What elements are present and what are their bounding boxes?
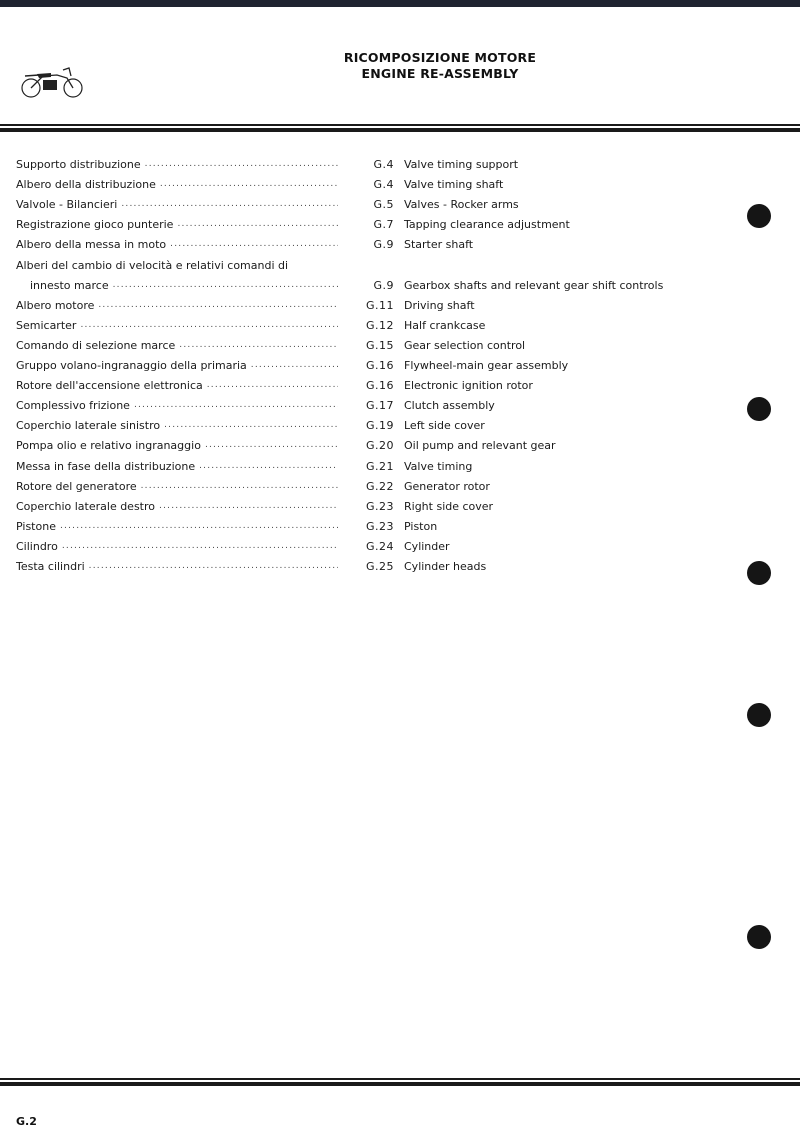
toc-page: G.5 xyxy=(373,198,394,212)
binder-hole xyxy=(747,703,771,727)
toc-english: Tapping clearance adjustment xyxy=(404,218,570,232)
toc-italian: innesto marce ..... xyxy=(16,279,338,292)
toc-page: G.9 xyxy=(373,278,394,292)
toc-english: Electronic ignition rotor xyxy=(404,379,533,393)
toc-row xyxy=(16,412,716,432)
binder-hole xyxy=(747,561,771,585)
toc-row xyxy=(16,312,716,332)
toc-italian: Complessivo frizione ..... xyxy=(16,399,338,412)
toc-page: G.24 xyxy=(365,539,394,553)
toc-english: Valves - Rocker arms xyxy=(404,198,519,212)
toc-italian: Rotore dell'accensione elettronica ..... xyxy=(16,379,338,392)
toc-row xyxy=(16,292,716,312)
footer-rule xyxy=(0,1078,800,1086)
toc-page: G.16 xyxy=(365,359,394,373)
toc-row xyxy=(16,251,716,271)
toc-row xyxy=(16,553,716,573)
toc-page: G.7 xyxy=(373,218,394,232)
toc-italian: Rotore del generatore ..... xyxy=(16,480,338,493)
toc-row xyxy=(16,352,716,372)
toc-page: G.23 xyxy=(365,519,394,533)
toc-italian: Albero della distribuzione ..... xyxy=(16,178,338,191)
toc-page: G.15 xyxy=(365,338,394,352)
toc-italian: Cilindro ..... xyxy=(16,540,338,553)
toc-page: G.21 xyxy=(365,459,394,473)
toc-english: Valve timing shaft xyxy=(404,178,504,192)
toc-english: Right side cover xyxy=(404,499,494,513)
toc-row xyxy=(16,392,716,412)
toc-english: Cylinder xyxy=(404,539,450,553)
binder-hole xyxy=(747,397,771,421)
toc-italian: Pistone ..... xyxy=(16,520,338,533)
toc-english: Valve timing xyxy=(404,459,473,473)
toc-english: Gearbox shafts and relevant gear shift controls xyxy=(404,278,664,292)
toc-row xyxy=(16,211,716,231)
toc-italian: Coperchio laterale destro ..... xyxy=(16,500,338,513)
toc-italian: Albero della messa in moto ..... xyxy=(16,238,338,251)
binder-hole xyxy=(747,925,771,949)
title-italian: RICOMPOSIZIONE MOTORE xyxy=(343,50,537,65)
toc-page: G.23 xyxy=(365,499,394,513)
toc-row xyxy=(16,191,716,211)
toc-italian: Messa in fase della distribuzione ..... xyxy=(16,460,338,473)
toc-english: Flywheel-main gear assembly xyxy=(404,359,569,373)
toc-row xyxy=(16,473,716,493)
toc-page: G.4 xyxy=(373,158,394,172)
toc-page: G.25 xyxy=(365,559,394,573)
toc-row xyxy=(16,432,716,452)
toc-english: Starter shaft xyxy=(404,238,474,252)
toc-english: Driving shaft xyxy=(404,298,475,312)
toc-italian: Registrazione gioco punterie ..... xyxy=(16,218,338,231)
toc-english: Oil pump and relevant gear xyxy=(404,439,556,453)
page-number: G.2 xyxy=(16,1115,37,1128)
toc-english: Valve timing support xyxy=(404,158,519,172)
toc-italian: Valvole - Bilancieri ..... xyxy=(16,198,338,211)
title-english: ENGINE RE-ASSEMBLY xyxy=(361,66,519,81)
toc-page: G.11 xyxy=(365,298,394,312)
toc-italian: Albero motore ..... xyxy=(16,299,338,312)
toc-italian: Pompa olio e relativo ingranaggio ..... xyxy=(16,439,338,452)
header-rule xyxy=(0,124,800,132)
toc-english: Generator rotor xyxy=(404,479,490,493)
toc-page: G.9 xyxy=(373,238,394,252)
toc-italian: Testa cilindri ..... xyxy=(16,560,338,573)
table-of-contents xyxy=(16,151,716,573)
toc-page: G.4 xyxy=(373,178,394,192)
page-header xyxy=(250,50,630,82)
toc-row xyxy=(16,533,716,553)
toc-page: G.17 xyxy=(365,399,394,413)
toc-english: Cylinder heads xyxy=(404,559,487,573)
toc-row xyxy=(16,272,716,292)
toc-row xyxy=(16,493,716,513)
toc-italian: Supporto distribuzione ..... xyxy=(16,158,338,171)
toc-english: Clutch assembly xyxy=(404,399,495,413)
toc-row xyxy=(16,372,716,392)
toc-english: Left side cover xyxy=(404,419,485,433)
toc-english: Half crankcase xyxy=(404,318,486,332)
toc-english: Piston xyxy=(404,519,438,533)
toc-row xyxy=(16,171,716,191)
toc-page: G.22 xyxy=(365,479,394,493)
toc-italian: Alberi del cambio di velocità e relativi comandi di xyxy=(16,258,289,272)
toc-italian: Coperchio laterale sinistro ..... xyxy=(16,419,338,432)
binder-hole xyxy=(747,204,771,228)
toc-row xyxy=(16,513,716,533)
toc-row xyxy=(16,231,716,251)
toc-page: G.19 xyxy=(365,419,394,433)
toc-page: G.12 xyxy=(365,318,394,332)
top-edge-border xyxy=(0,0,800,7)
toc-row xyxy=(16,452,716,472)
toc-italian: Gruppo volano-ingranaggio della primaria ..... xyxy=(16,359,338,372)
toc-italian: Comando di selezione marce ..... xyxy=(16,339,338,352)
motorcycle-icon xyxy=(17,62,85,98)
toc-page: G.20 xyxy=(365,439,394,453)
toc-english: Gear selection control xyxy=(404,338,526,352)
toc-italian: Semicarter ..... xyxy=(16,319,338,332)
toc-row xyxy=(16,332,716,352)
toc-page: G.16 xyxy=(365,379,394,393)
toc-row xyxy=(16,151,716,171)
